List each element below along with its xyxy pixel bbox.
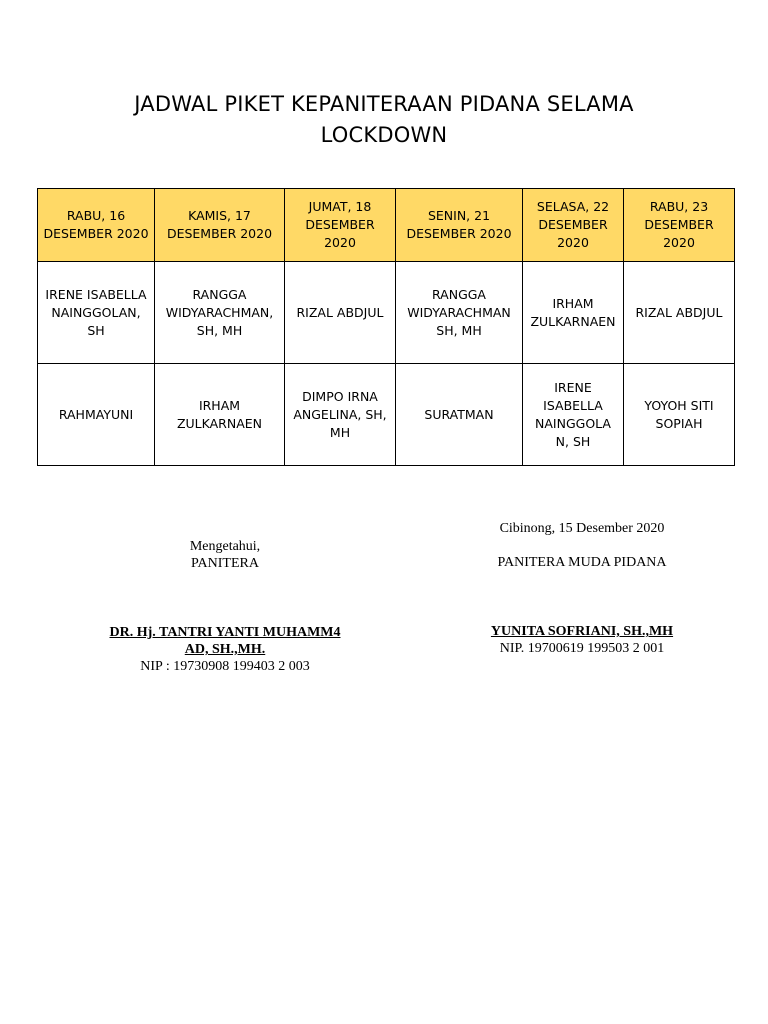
- table-cell: RIZAL ABDJUL: [285, 262, 396, 364]
- table-cell: IRENE ISABELLA NAINGGOLAN, SH: [38, 262, 155, 364]
- left-signatory-name-line-2: AD, SH.,MH.: [184, 642, 266, 657]
- table-row: [38, 262, 735, 364]
- header-cell: JUMAT, 18 DESEMBER 2020: [285, 189, 396, 262]
- duty-schedule-table: [37, 188, 735, 466]
- table-header-row: [38, 189, 735, 262]
- left-nip: NIP : 19730908 199403 2 003: [140, 659, 310, 674]
- table-cell: RIZAL ABDJUL: [624, 262, 735, 364]
- table-cell: RAHMAYUNI: [38, 364, 155, 466]
- right-position: PANITERA MUDA PIDANA: [497, 555, 667, 570]
- acknowledged-label: Mengetahui,: [189, 539, 261, 554]
- right-signature-block: [470, 520, 694, 657]
- table-cell: YOYOH SITI SOPIAH: [624, 364, 735, 466]
- header-cell: SENIN, 21 DESEMBER 2020: [396, 189, 523, 262]
- table-cell: SURATMAN: [396, 364, 523, 466]
- left-signature-block: [90, 538, 360, 675]
- document-title: [0, 89, 768, 151]
- title-line-1: JADWAL PIKET KEPANITERAAN PIDANA SELAMA: [134, 92, 634, 116]
- table-row: [38, 364, 735, 466]
- table-cell: IRHAM ZULKARNAEN: [523, 262, 624, 364]
- header-cell: RABU, 16 DESEMBER 2020: [38, 189, 155, 262]
- table-cell: DIMPO IRNA ANGELINA, SH, MH: [285, 364, 396, 466]
- header-cell: RABU, 23 DESEMBER 2020: [624, 189, 735, 262]
- left-position: PANITERA: [191, 556, 259, 571]
- table-cell: RANGGA WIDYARACHMAN, SH, MH: [155, 262, 285, 364]
- right-nip: NIP. 19700619 199503 2 001: [499, 641, 665, 656]
- table-cell: RANGGA WIDYARACHMAN SH, MH: [396, 262, 523, 364]
- table-cell: IRENE ISABELLA NAINGGOLA N, SH: [523, 364, 624, 466]
- right-signatory-name: YUNITA SOFRIANI, SH.,MH: [490, 624, 674, 639]
- left-signatory-name-line-1: DR. Hj. TANTRI YANTI MUHAMM4: [109, 625, 341, 640]
- table-cell: IRHAM ZULKARNAEN: [155, 364, 285, 466]
- title-line-2: LOCKDOWN: [320, 123, 448, 147]
- place-date: Cibinong, 15 Desember 2020: [499, 521, 665, 536]
- header-cell: KAMIS, 17 DESEMBER 2020: [155, 189, 285, 262]
- header-cell: SELASA, 22 DESEMBER 2020: [523, 189, 624, 262]
